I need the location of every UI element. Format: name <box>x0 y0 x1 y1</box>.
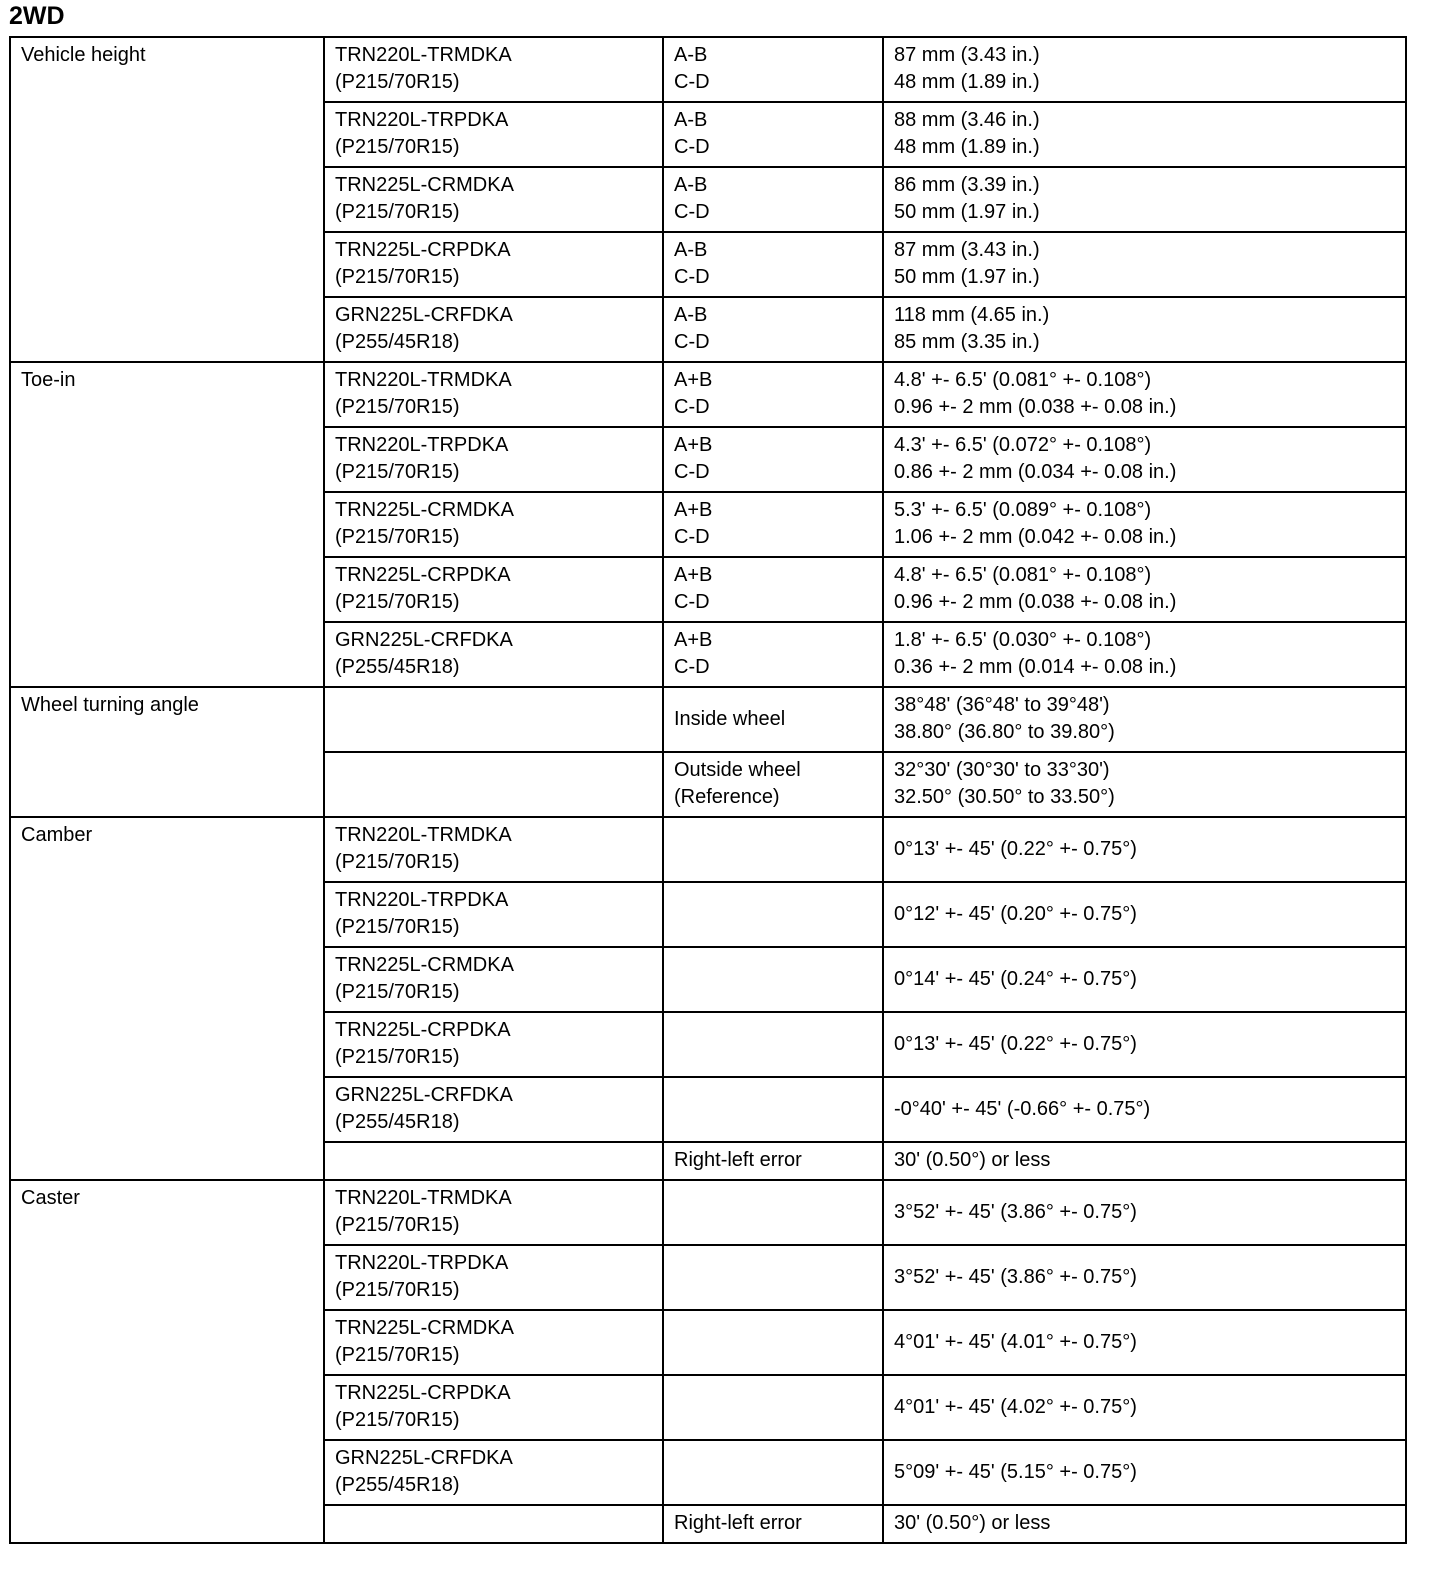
value-line: 4.8' +- 6.5' (0.081° +- 0.108°) <box>894 564 1152 586</box>
value-cell <box>883 1077 1406 1142</box>
model-line: TRN225L-CRMDKA <box>335 954 514 976</box>
value-cell <box>883 232 1406 297</box>
value-cell <box>883 167 1406 232</box>
model-cell <box>324 37 663 102</box>
point-cell <box>663 1142 883 1180</box>
value-cell <box>883 947 1406 1012</box>
value-line: 4°01' +- 45' (4.02° +- 0.75°) <box>894 1395 1137 1418</box>
value-cell <box>883 1180 1406 1245</box>
value-cell <box>883 37 1406 102</box>
point-cell <box>663 37 883 102</box>
point-line: A-B <box>674 239 708 261</box>
value-line: 38°48' (36°48' to 39°48') <box>894 694 1110 716</box>
point-cell <box>663 1245 883 1310</box>
point-cell <box>663 427 883 492</box>
value-cell <box>883 427 1406 492</box>
table-row <box>10 687 1406 752</box>
model-line: TRN220L-TRMDKA <box>335 824 512 846</box>
value-line: 85 mm (3.35 in.) <box>894 331 1040 353</box>
model-line: TRN225L-CRPDKA <box>335 1019 511 1041</box>
value-cell <box>883 882 1406 947</box>
model-line: (P255/45R18) <box>335 1111 460 1133</box>
model-cell <box>324 102 663 167</box>
point-cell <box>663 167 883 232</box>
model-line: (P215/70R15) <box>335 1344 460 1366</box>
point-cell <box>663 102 883 167</box>
point-line: C-D <box>674 461 710 483</box>
point-cell <box>663 492 883 557</box>
item-cell <box>10 817 324 1180</box>
model-line: (P215/70R15) <box>335 981 460 1003</box>
point-cell <box>663 1012 883 1077</box>
model-cell <box>324 232 663 297</box>
table-row <box>10 817 1406 882</box>
value-line: 50 mm (1.97 in.) <box>894 201 1040 223</box>
value-cell <box>883 687 1406 752</box>
model-line: TRN225L-CRMDKA <box>335 1317 514 1339</box>
model-cell <box>324 622 663 687</box>
table-row <box>10 37 1406 102</box>
point-line: C-D <box>674 201 710 223</box>
value-cell <box>883 1440 1406 1505</box>
value-line: -0°40' +- 45' (-0.66° +- 0.75°) <box>894 1097 1151 1120</box>
value-cell <box>883 362 1406 427</box>
value-line: 0.86 +- 2 mm (0.034 +- 0.08 in.) <box>894 461 1177 483</box>
model-line: (P215/70R15) <box>335 851 460 873</box>
point-line: C-D <box>674 71 710 93</box>
value-line: 48 mm (1.89 in.) <box>894 71 1040 93</box>
item-label: Caster <box>21 1187 80 1209</box>
value-line: 5.3' +- 6.5' (0.089° +- 0.108°) <box>894 499 1152 521</box>
point-line: (Reference) <box>674 786 780 808</box>
value-line: 4.3' +- 6.5' (0.072° +- 0.108°) <box>894 434 1152 456</box>
point-cell <box>663 297 883 362</box>
model-line: TRN220L-TRPDKA <box>335 889 509 911</box>
value-cell <box>883 1142 1406 1180</box>
model-cell <box>324 1012 663 1077</box>
item-cell <box>10 687 324 817</box>
point-cell <box>663 687 883 752</box>
point-line: A+B <box>674 564 713 586</box>
model-line: TRN220L-TRPDKA <box>335 434 509 456</box>
value-line: 0°13' +- 45' (0.22° +- 0.75°) <box>894 837 1137 860</box>
point-cell <box>663 1440 883 1505</box>
value-line: 87 mm (3.43 in.) <box>894 44 1040 66</box>
model-line: TRN225L-CRMDKA <box>335 499 514 521</box>
model-cell <box>324 1245 663 1310</box>
model-cell <box>324 557 663 622</box>
point-line: Right-left error <box>674 1149 802 1171</box>
value-line: 30' (0.50°) or less <box>894 1149 1051 1171</box>
value-line: 32°30' (30°30' to 33°30') <box>894 759 1110 781</box>
value-line: 32.50° (30.50° to 33.50°) <box>894 786 1115 808</box>
value-line: 38.80° (36.80° to 39.80°) <box>894 721 1115 743</box>
value-line: 0°14' +- 45' (0.24° +- 0.75°) <box>894 967 1137 990</box>
model-line: TRN220L-TRMDKA <box>335 369 512 391</box>
point-cell <box>663 557 883 622</box>
value-cell <box>883 1245 1406 1310</box>
model-cell <box>324 427 663 492</box>
model-line: (P215/70R15) <box>335 396 460 418</box>
model-cell <box>324 1310 663 1375</box>
model-line: (P215/70R15) <box>335 201 460 223</box>
model-line: TRN225L-CRPDKA <box>335 564 511 586</box>
point-cell <box>663 1505 883 1543</box>
value-line: 87 mm (3.43 in.) <box>894 239 1040 261</box>
model-line: (P215/70R15) <box>335 1214 460 1236</box>
value-cell <box>883 297 1406 362</box>
model-cell <box>324 492 663 557</box>
model-line: (P215/70R15) <box>335 461 460 483</box>
point-cell <box>663 232 883 297</box>
model-cell <box>324 167 663 232</box>
point-line: A-B <box>674 304 708 326</box>
item-cell <box>10 1180 324 1543</box>
value-line: 0°12' +- 45' (0.20° +- 0.75°) <box>894 902 1137 925</box>
value-line: 1.06 +- 2 mm (0.042 +- 0.08 in.) <box>894 526 1177 548</box>
point-line: A-B <box>674 44 708 66</box>
item-label: Toe-in <box>21 369 76 391</box>
point-line: Outside wheel <box>674 759 801 781</box>
model-cell <box>324 1440 663 1505</box>
point-line: C-D <box>674 591 710 613</box>
model-line: (P215/70R15) <box>335 1046 460 1068</box>
model-cell <box>324 817 663 882</box>
point-cell <box>663 362 883 427</box>
point-cell <box>663 622 883 687</box>
point-line: Inside wheel <box>674 707 786 730</box>
model-cell <box>324 687 663 752</box>
point-line: C-D <box>674 396 710 418</box>
point-line: C-D <box>674 526 710 548</box>
point-cell <box>663 1375 883 1440</box>
page-title: 2WD <box>9 2 65 30</box>
value-line: 118 mm (4.65 in.) <box>894 304 1050 326</box>
value-cell <box>883 622 1406 687</box>
point-line: A+B <box>674 499 713 521</box>
model-cell <box>324 1180 663 1245</box>
value-line: 50 mm (1.97 in.) <box>894 266 1040 288</box>
point-cell <box>663 882 883 947</box>
value-line: 3°52' +- 45' (3.86° +- 0.75°) <box>894 1200 1137 1223</box>
model-cell <box>324 947 663 1012</box>
point-line: Right-left error <box>674 1512 802 1534</box>
model-line: (P215/70R15) <box>335 71 460 93</box>
model-line: TRN220L-TRPDKA <box>335 1252 509 1274</box>
point-line: A-B <box>674 109 708 131</box>
value-line: 88 mm (3.46 in.) <box>894 109 1040 131</box>
item-label: Wheel turning angle <box>21 694 199 716</box>
point-line: A-B <box>674 174 708 196</box>
model-line: (P215/70R15) <box>335 916 460 938</box>
point-line: A+B <box>674 434 713 456</box>
value-line: 5°09' +- 45' (5.15° +- 0.75°) <box>894 1460 1137 1483</box>
model-line: TRN225L-CRPDKA <box>335 239 511 261</box>
value-cell <box>883 817 1406 882</box>
value-line: 86 mm (3.39 in.) <box>894 174 1040 196</box>
model-line: (P215/70R15) <box>335 136 460 158</box>
model-line: (P255/45R18) <box>335 331 460 353</box>
model-line: (P215/70R15) <box>335 266 460 288</box>
model-cell <box>324 1505 663 1543</box>
spec-table-body <box>10 37 1406 1543</box>
value-line: 1.8' +- 6.5' (0.030° +- 0.108°) <box>894 629 1152 651</box>
model-line: TRN220L-TRMDKA <box>335 44 512 66</box>
value-cell <box>883 1310 1406 1375</box>
point-line: A+B <box>674 369 713 391</box>
value-cell <box>883 102 1406 167</box>
value-cell <box>883 557 1406 622</box>
value-line: 4°01' +- 45' (4.01° +- 0.75°) <box>894 1330 1137 1353</box>
model-line: TRN225L-CRMDKA <box>335 174 514 196</box>
item-cell <box>10 37 324 362</box>
point-line: C-D <box>674 656 710 678</box>
value-line: 0°13' +- 45' (0.22° +- 0.75°) <box>894 1032 1137 1055</box>
table-row <box>10 362 1406 427</box>
value-cell <box>883 492 1406 557</box>
model-line: GRN225L-CRFDKA <box>335 629 513 651</box>
model-line: (P215/70R15) <box>335 1409 460 1431</box>
model-line: TRN220L-TRMDKA <box>335 1187 512 1209</box>
value-line: 30' (0.50°) or less <box>894 1512 1051 1534</box>
point-line: C-D <box>674 331 710 353</box>
point-cell <box>663 1310 883 1375</box>
model-line: GRN225L-CRFDKA <box>335 1447 513 1469</box>
value-cell <box>883 1375 1406 1440</box>
value-line: 0.96 +- 2 mm (0.038 +- 0.08 in.) <box>894 591 1177 613</box>
model-line: GRN225L-CRFDKA <box>335 1084 513 1106</box>
value-line: 0.96 +- 2 mm (0.038 +- 0.08 in.) <box>894 396 1177 418</box>
value-cell <box>883 1012 1406 1077</box>
model-line: (P215/70R15) <box>335 526 460 548</box>
point-cell <box>663 1077 883 1142</box>
point-line: A+B <box>674 629 713 651</box>
value-cell <box>883 752 1406 817</box>
point-cell <box>663 817 883 882</box>
point-cell <box>663 752 883 817</box>
value-line: 48 mm (1.89 in.) <box>894 136 1040 158</box>
item-label: Vehicle height <box>21 44 146 66</box>
model-cell <box>324 1375 663 1440</box>
item-label: Camber <box>21 824 93 846</box>
model-cell <box>324 1077 663 1142</box>
model-line: GRN225L-CRFDKA <box>335 304 513 326</box>
point-line: C-D <box>674 266 710 288</box>
model-line: TRN225L-CRPDKA <box>335 1382 511 1404</box>
model-cell <box>324 362 663 427</box>
point-cell <box>663 1180 883 1245</box>
table-row <box>10 1180 1406 1245</box>
model-cell <box>324 882 663 947</box>
model-line: TRN220L-TRPDKA <box>335 109 509 131</box>
point-line: C-D <box>674 136 710 158</box>
model-line: (P255/45R18) <box>335 656 460 678</box>
item-cell <box>10 362 324 687</box>
value-cell <box>883 1505 1406 1543</box>
point-cell <box>663 947 883 1012</box>
model-cell <box>324 752 663 817</box>
alignment-spec-table <box>9 36 1407 1544</box>
model-line: (P255/45R18) <box>335 1474 460 1496</box>
model-cell <box>324 297 663 362</box>
model-line: (P215/70R15) <box>335 591 460 613</box>
model-line: (P215/70R15) <box>335 1279 460 1301</box>
model-cell <box>324 1142 663 1180</box>
value-line: 0.36 +- 2 mm (0.014 +- 0.08 in.) <box>894 656 1177 678</box>
value-line: 4.8' +- 6.5' (0.081° +- 0.108°) <box>894 369 1152 391</box>
value-line: 3°52' +- 45' (3.86° +- 0.75°) <box>894 1265 1137 1288</box>
